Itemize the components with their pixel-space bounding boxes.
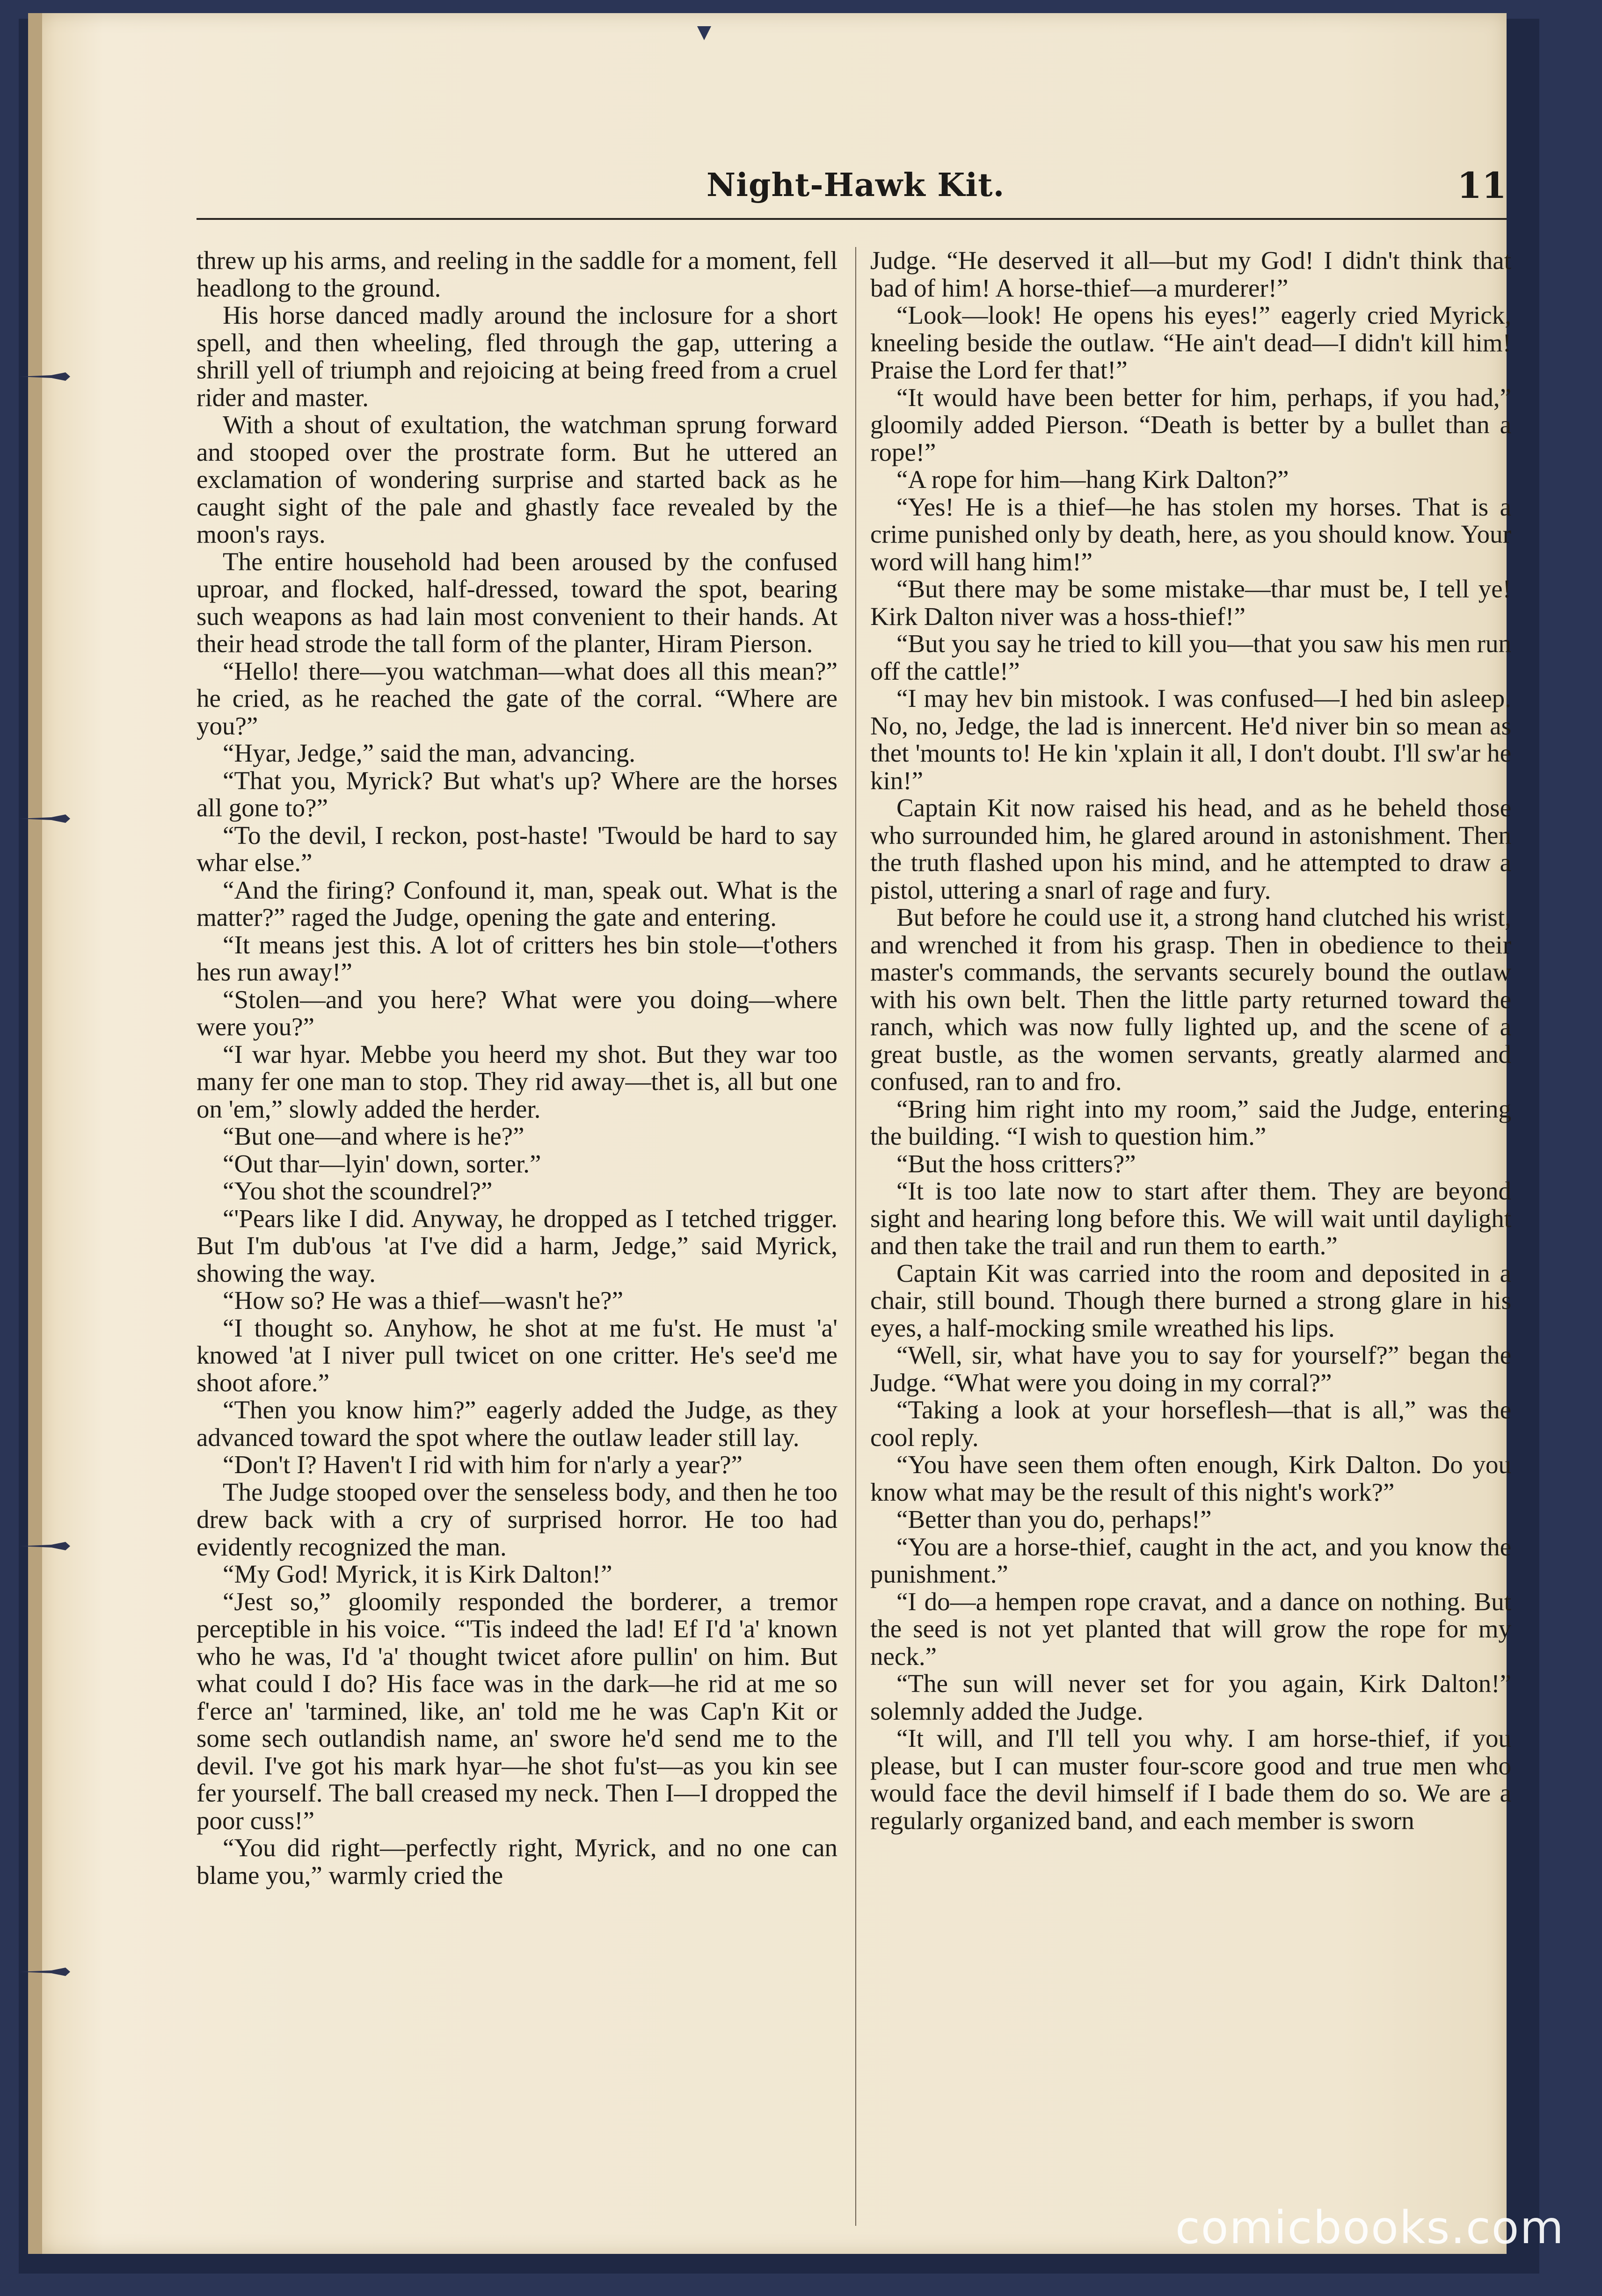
- paragraph: “You are a horse-thief, caught in the act, and you know the punishment.”: [870, 1532, 1511, 1588]
- paragraph: “That you, Myrick? But what's up? Where are the horses all gone to?”: [197, 766, 837, 822]
- paragraph: “Look—look! He opens his eyes!” eagerly cried Myrick, kneeling beside the outlaw. “He ain't dead—I didn't kill him! Praise the Lord fer that!”: [870, 301, 1511, 384]
- column-divider: [855, 247, 856, 2226]
- paragraph: “To the devil, I reckon, post-haste! 'Twould be hard to say whar else.”: [197, 821, 837, 877]
- paragraph: “'Pears like I did. Anyway, he dropped as I tetched trigger. But I'm dub'ous 'at I've did a harm, Jedge,” said Myrick, showing the way.: [197, 1204, 837, 1287]
- paragraph: “I thought so. Anyhow, he shot at me fu'st. He must 'a' knowed 'at I niver pull twicet on one critter. He's see'd me shoot afore.”: [197, 1313, 837, 1397]
- paragraph: “But there may be some mistake—thar must be, I tell ye! Kirk Dalton niver was a hoss-thief!”: [870, 574, 1511, 631]
- left-column: [197, 247, 837, 1889]
- book-page: [28, 13, 1511, 2254]
- paragraph: “It will, and I'll tell you why. I am horse-thief, if you please, but I can muster four-score good and true men who would face the devil himself if I bade them do so. We are a regularly organized band, and each member is sworn: [870, 1724, 1511, 1835]
- paragraph: “You have seen them often enough, Kirk Dalton. Do you know what may be the result of this night's work?”: [870, 1450, 1511, 1506]
- paragraph: “But one—and where is he?”: [223, 1122, 524, 1150]
- paragraph: “I do—a hempen rope cravat, and a dance on nothing. But the seed is not yet planted that will grow the rope for my neck.”: [870, 1587, 1511, 1671]
- paragraph: “You shot the scoundrel?”: [223, 1177, 493, 1205]
- paragraph: “Hyar, Jedge,” said the man, advancing.: [223, 739, 636, 767]
- paragraph: “Stolen—and you here? What were you doing—where were you?”: [197, 985, 837, 1041]
- page-notch-icon: [697, 26, 711, 45]
- page-binding: [28, 13, 42, 2254]
- header-rule: [197, 218, 1507, 220]
- paragraph: “How so? He was a thief—wasn't he?”: [223, 1286, 623, 1315]
- paragraph: “Then you know him?” eagerly added the Judge, as they advanced toward the spot where the outlaw leader still lay.: [197, 1395, 837, 1452]
- paragraph: “Out thar—lyin' down, sorter.”: [223, 1149, 541, 1178]
- paragraph: “But the hoss critters?”: [896, 1149, 1136, 1178]
- running-title: Night-Hawk Kit.: [706, 167, 1005, 204]
- paragraph: Captain Kit now raised his head, and as he beheld those who surrounded him, he glared around in astonishment. Then the truth flashed upon his mind, and he attempted to draw a pistol, uttering a snarl of rage and fury.: [870, 793, 1511, 904]
- paragraph: threw up his arms, and reeling in the saddle for a moment, fell headlong to the ground.: [197, 246, 837, 302]
- paragraph: “Better than you do, perhaps!”: [896, 1505, 1212, 1533]
- paragraph: “I may hev bin mistook. I was confused—I hed bin asleep. No, no, Jedge, the lad is innercent. He'd niver bin so mean as thet 'mounts to! He kin 'xplain it all, I don't doubt. I'll sw'ar he kin!”: [870, 684, 1511, 795]
- paragraph: The entire household had been aroused by the confused uproar, and flocked, half-dressed, toward the spot, bearing such weapons as had lain most convenient to their hands. At their head strode the tall form of the planter, Hiram Pierson.: [197, 547, 837, 658]
- binding-stitch-icon: [19, 369, 75, 385]
- paragraph: “Taking a look at your horseflesh—that is all,” was the cool reply.: [870, 1395, 1511, 1452]
- binding-stitch-icon: [19, 1538, 75, 1554]
- paragraph: The Judge stooped over the senseless body, and then he too drew back with a cry of surprised horror. He too had evidently recognized the man.: [197, 1477, 837, 1561]
- paragraph: “Yes! He is a thief—he has stolen my horses. That is a crime punished only by death, here, as you should know. Your word will hang him!”: [870, 492, 1511, 576]
- paragraph: But before he could use it, a strong hand clutched his wrist, and wrenched it from his grasp. Then in obedience to their master's commands, the servants securely bound the outlaw with his own belt. Then the little party returned toward the ranch, which was now fully lighted up, and the scene of a great bustle, as the women servants, greatly alarmed and confused, ran to and fro.: [870, 903, 1511, 1096]
- paragraph: “And the firing? Confound it, man, speak out. What is the matter?” raged the Judge, opening the gate and entering.: [197, 875, 837, 931]
- paragraph: “Don't I? Haven't I rid with him for n'arly a year?”: [223, 1450, 743, 1479]
- paragraph: “A rope for him—hang Kirk Dalton?”: [896, 465, 1289, 494]
- paragraph: With a shout of exultation, the watchman sprung forward and stooped over the prostrate form. But he uttered an exclamation of wondering surprise and started back as he caught sight of the pale and ghastly face revealed by the moon's rays.: [197, 410, 837, 548]
- right-column: [870, 247, 1511, 1834]
- binding-stitch-icon: [19, 811, 75, 827]
- binding-stitch-icon: [19, 1964, 75, 1980]
- paragraph: “My God! Myrick, it is Kirk Dalton!”: [223, 1560, 612, 1588]
- paragraph: “I war hyar. Mebbe you heerd my shot. But they war too many fer one man to stop. They rid away—thet is, all but one on 'em,” slowly added the herder.: [197, 1039, 837, 1123]
- page-header: [197, 162, 1507, 213]
- paragraph: “It means jest this. A lot of critters hes bin stole—t'others hes run away!”: [197, 930, 837, 986]
- paragraph: “Hello! there—you watchman—what does all this mean?” he cried, as he reached the gate of the corral. “Where are you?”: [197, 656, 837, 740]
- paragraph: Judge. “He deserved it all—but my God! I didn't think that bad of him! A horse-thief—a murderer!”: [870, 246, 1511, 302]
- paragraph: “You did right—perfectly right, Myrick, and no one can blame you,” warmly cried the: [197, 1833, 837, 1889]
- paragraph: “Well, sir, what have you to say for yourself?” began the Judge. “What were you doing in my corral?”: [870, 1341, 1511, 1397]
- page-number: 11: [1457, 165, 1507, 206]
- paragraph: “Jest so,” gloomily responded the borderer, a tremor perceptible in his voice. “'Tis indeed the lad! Ef I'd 'a' known who he was, I'd 'a' thought twicet afore pullin' on him. But what could I do? His face was in the dark—he rid at me so f'erce an' 'tarmined, like, an' told me he was Cap'n Kit or some sech outlandish name, an' swore he'd send me to the devil. I've got his mark hyar—he shot fu'st—as you kin see fer yourself. The ball creased my neck. Then I—I dropped the poor cuss!”: [197, 1587, 837, 1835]
- paragraph: His horse danced madly around the inclosure for a short spell, and then wheeling, fled through the gap, uttering a shrill yell of triumph and rejoicing at being freed from a cruel rider and master.: [197, 301, 837, 412]
- paragraph: Captain Kit was carried into the room and deposited in a chair, still bound. Though there burned a strong glare in his eyes, a half-mocking smile wreathed his lips.: [870, 1258, 1511, 1342]
- paragraph: “It would have been better for him, perhaps, if you had,” gloomily added Pierson. “Death is better by a bullet than a rope!”: [870, 383, 1511, 466]
- paragraph: “Bring him right into my room,” said the Judge, entering the building. “I wish to question him.”: [870, 1094, 1511, 1150]
- paragraph: “But you say he tried to kill you—that you saw his men run off the cattle!”: [870, 629, 1511, 685]
- source-watermark: comicbooks.com: [1175, 2202, 1565, 2254]
- paragraph: “It is too late now to start after them. They are beyond sight and hearing long before this. We will wait until daylight and then take the trail and run them to earth.”: [870, 1177, 1511, 1260]
- paragraph: “The sun will never set for you again, Kirk Dalton!” solemnly added the Judge.: [870, 1669, 1511, 1725]
